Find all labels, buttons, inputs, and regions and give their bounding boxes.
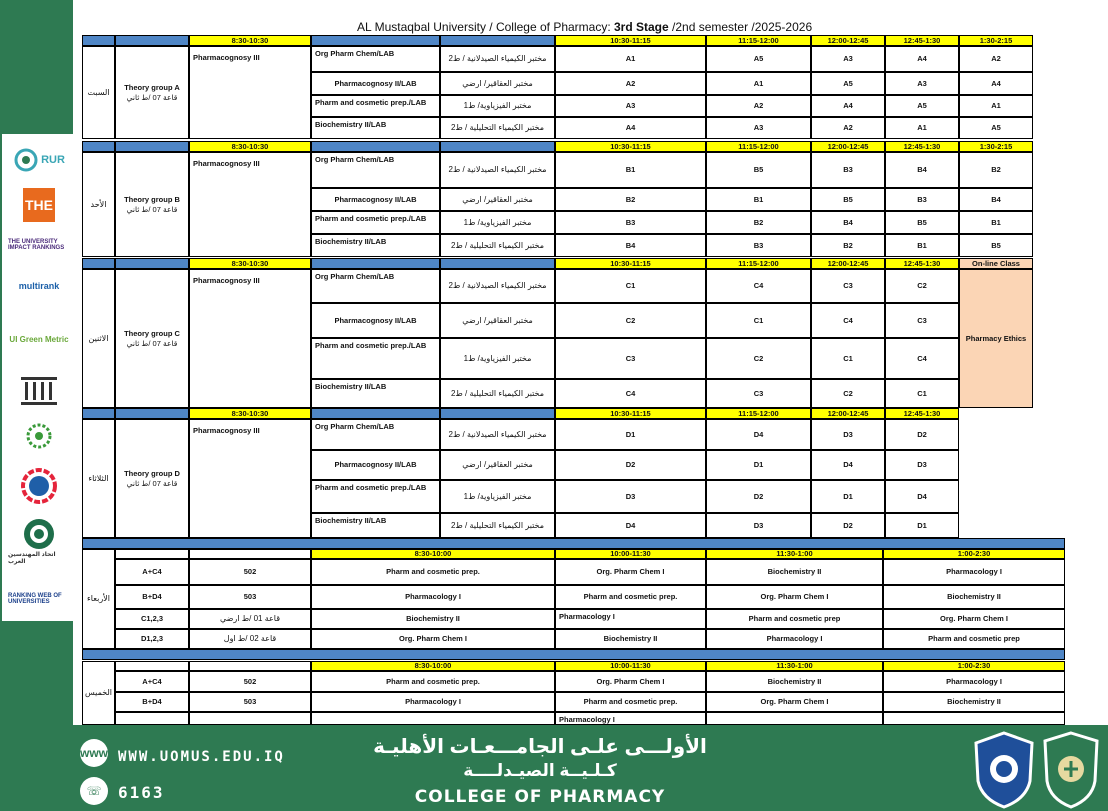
time-slot-header: 8:30-10:30 — [189, 35, 311, 46]
time-slot-header: 12:45-1:30 — [885, 141, 959, 152]
lab-location: مختبر الفيزياوية/ ط1 — [440, 211, 555, 234]
course-cell: Pharmacognosy III — [189, 419, 311, 538]
room-cell — [189, 712, 311, 725]
group-cell[interactable]: A4 — [959, 72, 1033, 95]
header-blank — [440, 141, 555, 152]
group-label: C1,2,3 — [115, 609, 189, 629]
time-slot-header: 12:45-1:30 — [885, 408, 959, 419]
course-cell[interactable]: Pharm and cosmetic prep — [883, 629, 1065, 649]
course-cell[interactable]: Pharmacology I — [311, 585, 555, 609]
group-cell[interactable]: A3 — [885, 72, 959, 95]
group-cell[interactable]: D1 — [885, 513, 959, 538]
sdg-wheel-icon — [20, 467, 58, 505]
group-cell[interactable]: B1 — [885, 234, 959, 257]
room-name: قاعة 07 /ط ثاني — [126, 478, 178, 488]
time-slot-header: 12:00-12:45 — [811, 141, 885, 152]
group-cell[interactable]: B4 — [811, 211, 885, 234]
green-leaf-logo — [8, 418, 70, 456]
group-cell[interactable]: D1 — [811, 480, 885, 513]
group-cell[interactable]: D4 — [555, 513, 706, 538]
course-cell[interactable]: Pharm and cosmetic prep. — [555, 585, 706, 609]
time-slot-header: 1:30-2:15 — [959, 35, 1033, 46]
arabic-university-text: الأولـــى علـى الجامـــعـات الأهليـة — [373, 736, 707, 758]
course-cell: Pharmacognosy III — [189, 269, 311, 408]
header-blank — [311, 408, 440, 419]
course-cell[interactable]: Pharmacology I — [311, 692, 555, 712]
header-blank — [311, 258, 440, 269]
lab-location: مختبر العقاقير/ ارضي — [440, 303, 555, 338]
lab-name: Biochemistry II/LAB — [311, 117, 440, 139]
course-cell: Pharmacognosy III — [189, 152, 311, 257]
time-slot-header: 10:30-11:15 — [555, 408, 706, 419]
group-cell[interactable]: B4 — [959, 188, 1033, 211]
room-cell: 502 — [189, 559, 311, 585]
lab-name: Pharmacognosy II/LAB — [311, 188, 440, 211]
lab-name: Pharmacognosy II/LAB — [311, 303, 440, 338]
lab-name: Pharm and cosmetic prep./LAB — [311, 338, 440, 379]
header-blank — [82, 141, 115, 152]
group-cell[interactable]: C3 — [811, 269, 885, 303]
group-cell[interactable]: C1 — [811, 338, 885, 379]
course-cell[interactable]: Biochemistry II — [883, 585, 1065, 609]
group-cell[interactable]: B2 — [811, 234, 885, 257]
course-cell[interactable]: Pharmacology I — [555, 712, 706, 725]
lecture-slot-header: 8:30-10:00 — [311, 661, 555, 671]
college-en-text: COLLEGE OF PHARMACY — [414, 787, 666, 807]
room-name: قاعة 07 /ط ثاني — [126, 338, 178, 348]
lab-location: مختبر الفيزياوية/ ط1 — [440, 95, 555, 117]
lecture-slot-header: 1:00-2:30 — [883, 549, 1065, 559]
group-cell[interactable]: C2 — [706, 338, 811, 379]
time-slot-header: 11:15-12:00 — [706, 35, 811, 46]
group-label: A+C4 — [115, 671, 189, 692]
theory-group: Theory group C — [124, 329, 180, 339]
lecture-slot-header: 11:30-1:00 — [706, 549, 883, 559]
header-blank — [115, 35, 189, 46]
day-name: الخميس — [82, 661, 115, 725]
rankings-panel — [2, 134, 73, 621]
header-blank — [82, 408, 115, 419]
lab-location: مختبر الكيمياء الصيدلانية / ط2 — [440, 152, 555, 188]
group-cell[interactable]: D4 — [706, 419, 811, 450]
course-cell[interactable]: Biochemistry II — [706, 671, 883, 692]
group-cell[interactable]: D2 — [555, 450, 706, 480]
header-blank — [311, 35, 440, 46]
group-cell[interactable]: C3 — [706, 379, 811, 408]
time-slot-header: 12:00-12:45 — [811, 35, 885, 46]
room-cell: 503 — [189, 585, 311, 609]
day-name: السبت — [82, 46, 115, 139]
theory-group-cell — [115, 269, 189, 408]
header-blank — [440, 258, 555, 269]
phone-text: 6163 — [118, 783, 165, 802]
group-cell[interactable]: D1 — [555, 419, 706, 450]
group-cell[interactable]: B2 — [959, 152, 1033, 188]
room-cell: 502 — [189, 671, 311, 692]
time-slot-header: 10:30-11:15 — [555, 141, 706, 152]
lab-location: مختبر الكيمياء التحليلية / ط2 — [440, 117, 555, 139]
header-blank — [115, 258, 189, 269]
group-cell[interactable]: D3 — [885, 450, 959, 480]
lecture-slot-header: 10:00-11:30 — [555, 549, 706, 559]
lecture-slot-header: 1:00-2:30 — [883, 661, 1065, 671]
course-cell[interactable]: Pharm and cosmetic prep. — [555, 692, 706, 712]
separator-bar — [82, 538, 1065, 549]
course-cell[interactable]: Org. Pharm Chem I — [555, 559, 706, 585]
course-cell[interactable]: Org. Pharm Chem I — [883, 609, 1065, 629]
group-cell[interactable]: C1 — [706, 303, 811, 338]
lab-name: Pharm and cosmetic prep./LAB — [311, 211, 440, 234]
group-cell[interactable]: A5 — [885, 95, 959, 117]
header-blank — [189, 661, 311, 671]
lab-location: مختبر الفيزياوية/ ط1 — [440, 480, 555, 513]
lab-location: مختبر الكيمياء التحليلية / ط2 — [440, 513, 555, 538]
multirank-logo: multirank — [18, 281, 60, 291]
group-cell[interactable]: A1 — [885, 117, 959, 139]
group-cell[interactable]: B4 — [555, 234, 706, 257]
group-cell[interactable]: D3 — [811, 419, 885, 450]
group-cell[interactable]: C4 — [811, 303, 885, 338]
course-cell[interactable]: Biochemistry II — [706, 559, 883, 585]
theory-group: Theory group A — [124, 83, 180, 93]
header-blank — [82, 258, 115, 269]
group-cell[interactable]: D2 — [811, 513, 885, 538]
theory-group-cell — [115, 46, 189, 139]
group-cell[interactable]: D1 — [706, 450, 811, 480]
group-cell[interactable]: B4 — [885, 152, 959, 188]
group-cell[interactable]: A5 — [706, 46, 811, 72]
lab-location: مختبر الكيمياء التحليلية / ط2 — [440, 379, 555, 408]
group-cell[interactable]: A5 — [959, 117, 1033, 139]
time-slot-header: 8:30-10:30 — [189, 408, 311, 419]
room-name: قاعة 07 /ط ثاني — [126, 92, 178, 102]
footer — [0, 725, 1108, 811]
group-cell[interactable]: B3 — [706, 234, 811, 257]
columns-icon — [19, 375, 59, 407]
lab-name: Org Pharm Chem/LAB — [311, 269, 440, 303]
time-slot-header: 11:15-12:00 — [706, 408, 811, 419]
course-cell[interactable]: Org. Pharm Chem I — [706, 692, 883, 712]
time-slot-header: 1:30-2:15 — [959, 141, 1033, 152]
emblem-icon — [22, 517, 56, 551]
course-cell[interactable] — [883, 712, 1065, 725]
group-cell[interactable]: C4 — [706, 269, 811, 303]
rur-swirl-icon — [13, 148, 39, 172]
group-cell[interactable]: B1 — [959, 211, 1033, 234]
course-cell[interactable]: Biochemistry II — [883, 692, 1065, 712]
group-cell[interactable]: A2 — [811, 117, 885, 139]
header-blank — [440, 408, 555, 419]
group-cell[interactable]: B2 — [555, 188, 706, 211]
theory-group-cell — [115, 419, 189, 538]
header-blank — [440, 35, 555, 46]
lab-name: Biochemistry II/LAB — [311, 379, 440, 408]
arab-engineers-logo: اتحاد المهندسين العرب — [8, 516, 70, 566]
lab-location: مختبر العقاقير/ ارضي — [440, 72, 555, 95]
group-cell[interactable]: D3 — [706, 513, 811, 538]
separator-bar — [82, 649, 1065, 660]
sdgs-logo — [8, 464, 70, 508]
time-slot-header: 11:15-12:00 — [706, 258, 811, 269]
schedule-table — [73, 0, 1108, 725]
online-class-header: On-line Class — [959, 258, 1033, 269]
the-impact-logo: THE UNIVERSITY IMPACT RANKINGS — [8, 239, 65, 251]
time-slot-header: 10:30-11:15 — [555, 35, 706, 46]
lab-location: مختبر الكيمياء الصيدلانية / ط2 — [440, 419, 555, 450]
lab-location: مختبر الفيزياوية/ ط1 — [440, 338, 555, 379]
time-slot-header: 8:30-10:30 — [189, 141, 311, 152]
course-cell[interactable]: Org. Pharm Chem I — [311, 629, 555, 649]
group-cell[interactable]: C2 — [885, 269, 959, 303]
header-blank — [82, 35, 115, 46]
group-cell[interactable]: B3 — [555, 211, 706, 234]
lab-name: Biochemistry II/LAB — [311, 513, 440, 538]
group-cell[interactable]: C3 — [555, 338, 706, 379]
group-cell[interactable]: D3 — [555, 480, 706, 513]
group-cell[interactable]: A1 — [555, 46, 706, 72]
course-cell[interactable]: Pharmacology I — [883, 559, 1065, 585]
group-cell[interactable]: C1 — [555, 269, 706, 303]
group-cell[interactable]: A5 — [811, 72, 885, 95]
group-cell[interactable]: A2 — [706, 95, 811, 117]
group-cell[interactable]: B5 — [959, 234, 1033, 257]
room-cell: قاعة 01 /ط ارضي — [189, 609, 311, 629]
group-label — [115, 712, 189, 725]
header-blank — [311, 141, 440, 152]
room-cell: 503 — [189, 692, 311, 712]
lab-location: مختبر الكيمياء الصيدلانية / ط2 — [440, 46, 555, 72]
lab-name: Pharm and cosmetic prep./LAB — [311, 95, 440, 117]
leaf-wreath-icon — [24, 421, 54, 453]
group-cell[interactable]: B5 — [885, 211, 959, 234]
group-cell[interactable]: A3 — [555, 95, 706, 117]
day-name: الثلاثاء — [82, 419, 115, 538]
group-cell[interactable]: C4 — [555, 379, 706, 408]
course-cell[interactable]: Biochemistry II — [311, 609, 555, 629]
day-name: الأربعاء — [82, 549, 115, 649]
group-cell[interactable]: A2 — [959, 46, 1033, 72]
time-slot-header: 12:00-12:45 — [811, 408, 885, 419]
lab-name: Pharmacognosy II/LAB — [311, 450, 440, 480]
group-cell[interactable]: B3 — [885, 188, 959, 211]
theory-group-cell — [115, 152, 189, 257]
theory-group: Theory group B — [124, 195, 180, 205]
lab-name: Org Pharm Chem/LAB — [311, 152, 440, 188]
schedule-page — [73, 0, 1108, 725]
group-cell[interactable]: B2 — [706, 211, 811, 234]
group-cell[interactable]: D2 — [885, 419, 959, 450]
group-cell[interactable]: C1 — [885, 379, 959, 408]
course-cell[interactable]: Pharmacology I — [555, 609, 706, 629]
group-cell[interactable]: A1 — [706, 72, 811, 95]
course-cell[interactable]: Pharm and cosmetic prep. — [311, 559, 555, 585]
course-cell[interactable]: Biochemistry II — [555, 629, 706, 649]
the-logo: THE — [8, 186, 70, 224]
course-cell[interactable] — [706, 712, 883, 725]
theory-group: Theory group D — [124, 469, 180, 479]
lab-location: مختبر العقاقير/ ارضي — [440, 450, 555, 480]
course-cell[interactable]: Pharm and cosmetic prep. — [311, 671, 555, 692]
group-cell[interactable]: D4 — [885, 480, 959, 513]
time-slot-header: 11:15-12:00 — [706, 141, 811, 152]
header-blank — [189, 549, 311, 559]
group-label: D1,2,3 — [115, 629, 189, 649]
lab-name: Org Pharm Chem/LAB — [311, 46, 440, 72]
course-cell[interactable]: Pharm and cosmetic prep — [706, 609, 883, 629]
time-slot-header: 12:00-12:45 — [811, 258, 885, 269]
course-cell[interactable] — [311, 712, 555, 725]
group-cell[interactable]: D4 — [811, 450, 885, 480]
lab-name: Pharm and cosmetic prep./LAB — [311, 480, 440, 513]
header-blank — [115, 549, 189, 559]
group-label: B+D4 — [115, 692, 189, 712]
lab-name: Org Pharm Chem/LAB — [311, 419, 440, 450]
course-cell[interactable]: Org. Pharm Chem I — [555, 671, 706, 692]
day-name: الأحد — [82, 152, 115, 257]
arabic-college-text: كـلـيــة الصيـدلــــة — [463, 761, 617, 780]
group-cell[interactable]: C2 — [555, 303, 706, 338]
group-cell[interactable]: C3 — [885, 303, 959, 338]
group-cell[interactable]: A2 — [555, 72, 706, 95]
college-shield-icon — [1042, 731, 1100, 809]
group-cell[interactable]: B5 — [706, 152, 811, 188]
rur-logo: RUR — [8, 140, 70, 180]
day-name: الاثنين — [82, 269, 115, 408]
group-cell[interactable]: C2 — [811, 379, 885, 408]
webometrics-logo — [8, 372, 70, 410]
header-blank — [115, 661, 189, 671]
lecture-slot-header: 11:30-1:00 — [706, 661, 883, 671]
greenmetric-logo: UI Green Metric — [9, 334, 69, 344]
time-slot-header: 8:30-10:30 — [189, 258, 311, 269]
group-cell[interactable]: A3 — [706, 117, 811, 139]
group-cell[interactable]: A4 — [811, 95, 885, 117]
lecture-slot-header: 8:30-10:00 — [311, 549, 555, 559]
group-label: B+D4 — [115, 585, 189, 609]
group-cell[interactable]: A1 — [959, 95, 1033, 117]
lecture-slot-header: 10:00-11:30 — [555, 661, 706, 671]
time-slot-header: 12:45-1:30 — [885, 35, 959, 46]
header-blank — [115, 408, 189, 419]
group-cell[interactable]: B1 — [706, 188, 811, 211]
course-cell: Pharmacognosy III — [189, 46, 311, 139]
group-cell[interactable]: D2 — [706, 480, 811, 513]
room-cell: قاعة 02 /ط اول — [189, 629, 311, 649]
group-cell[interactable]: C4 — [885, 338, 959, 379]
webometrics-ranking-logo: RANKING WEB OF UNIVERSITIES — [8, 593, 62, 605]
group-cell[interactable]: B3 — [811, 152, 885, 188]
time-slot-header: 10:30-11:15 — [555, 258, 706, 269]
header-blank — [115, 141, 189, 152]
lab-location: مختبر العقاقير/ ارضي — [440, 188, 555, 211]
lab-location: مختبر الكيمياء الصيدلانية / ط2 — [440, 269, 555, 303]
lab-name: Pharmacognosy II/LAB — [311, 72, 440, 95]
pharmacy-ethics-cell: Pharmacy Ethics — [959, 269, 1033, 408]
group-cell[interactable]: B5 — [811, 188, 885, 211]
lab-location: مختبر الكيمياء التحليلية / ط2 — [440, 234, 555, 257]
course-cell[interactable]: Pharmacology I — [883, 671, 1065, 692]
group-cell[interactable]: A4 — [885, 46, 959, 72]
phone-icon: ☏ — [80, 777, 108, 805]
group-cell[interactable]: B1 — [555, 152, 706, 188]
globe-icon: www — [80, 739, 108, 767]
room-name: قاعة 07 /ط ثاني — [126, 204, 178, 214]
website-text: WWW.UOMUS.EDU.IQ — [118, 749, 285, 765]
course-cell[interactable]: Pharmacology I — [706, 629, 883, 649]
group-cell[interactable]: A3 — [811, 46, 885, 72]
group-label: A+C4 — [115, 559, 189, 585]
course-cell[interactable]: Org. Pharm Chem I — [706, 585, 883, 609]
lab-name: Biochemistry II/LAB — [311, 234, 440, 257]
time-slot-header: 12:45-1:30 — [885, 258, 959, 269]
university-shield-icon — [972, 731, 1036, 809]
group-cell[interactable]: A4 — [555, 117, 706, 139]
page-title: AL Mustaqbal University / College of Pharmacy: 3rd Stage /2nd semester /2025-2026 — [357, 20, 813, 34]
